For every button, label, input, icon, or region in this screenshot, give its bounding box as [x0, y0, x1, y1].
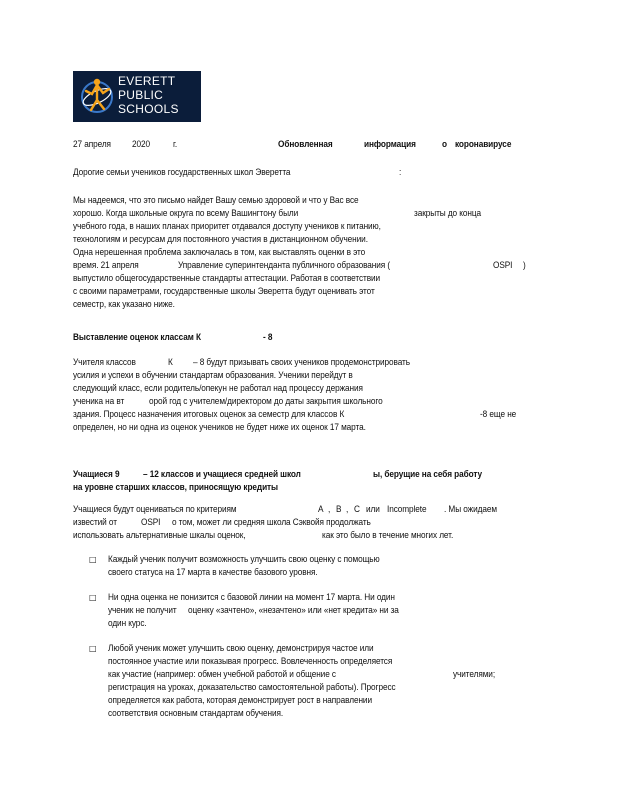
bullet-3-line-6: соответствия основным стандартам обучения. [108, 708, 284, 719]
section1-line-4a: ученика на вт [73, 396, 125, 407]
bullet-icon-1: □ [89, 555, 97, 564]
bullet-3-line-4: регистрация на уроках, доказательство самостоятельной работы). Прогресс [108, 682, 396, 693]
intro-line-2a: хорошо. Когда школьные округа по всему Вашингтону были [73, 208, 299, 219]
section2-title-d: на уровне старших классов, приносящую кредиты [73, 482, 278, 493]
section1-line-3: следующий класс, если родитель/опекун не работал над процессу держания [73, 383, 363, 394]
intro-line-2b: закрыты до конца [414, 208, 481, 219]
bullet-1-line-1: Каждый ученик получит возможность улучшить свою оценку с помощью [108, 554, 380, 565]
logo-word-1: EVERETT [118, 74, 176, 88]
section1-line-1b: К [168, 357, 173, 368]
section2-title-c: ы, берущие на себя работу [373, 469, 483, 480]
logo-word-2: PUBLIC [118, 88, 164, 102]
intro-line-6b: Управление суперинтенданта публичного образования ( [178, 260, 391, 271]
section2-title-a: Учащиеся 9 [73, 469, 120, 480]
heading-word-1: Обновленная [278, 139, 333, 150]
bullet-2-line-3: один курс. [108, 618, 147, 629]
intro-line-5: Одна нерешенная проблема заключалась в том, как выставлять оценки в это [73, 247, 366, 258]
section2-grade-c: C [354, 504, 360, 515]
intro-line-6c: OSPI [493, 260, 513, 271]
bullet-3-line-5: определяется как работа, которая демонстрирует рост в направлении [108, 695, 372, 706]
bullet-icon-2: □ [89, 593, 97, 602]
bullet-2-line-2a: ученик не получит [108, 605, 177, 616]
section1-title-a: Выставление оценок классам К [73, 332, 201, 343]
intro-line-3: учебного года, в наших планах приоритет отдавался доступу учеников к питанию, [73, 221, 381, 232]
section2-title-b: – 12 классов и учащиеся средней школ [143, 469, 301, 480]
date-suffix: г. [173, 139, 178, 150]
section2-line-1a: Учащиеся будут оцениваться по критериям [73, 504, 237, 515]
section1-line-1a: Учителя классов [73, 357, 136, 368]
section1-line-5b: -8 еще не [480, 409, 517, 420]
date-year: 2020 [132, 139, 151, 150]
heading-word-3: о [442, 139, 447, 150]
greeting-colon: : [399, 167, 402, 178]
section2-or: или [366, 504, 380, 515]
section1-line-1c: – 8 будут призывать своих учеников продемонстрировать [193, 357, 410, 368]
bullet-2-line-1: Ни одна оценка не понизится с базовой линии на момент 17 марта. Ни один [108, 592, 395, 603]
intro-line-6a: время. 21 апреля [73, 260, 139, 271]
section1-line-4b: орой год с учителем/директором до даты закрытия школьного [149, 396, 383, 407]
section1-line-5a: здания. Процесс назначения итоговых оценок за семестр для классов К [73, 409, 345, 420]
bullet-1-line-2: своего статуса на 17 марта в качестве базового уровня. [108, 567, 318, 578]
section1-title-b: - 8 [263, 332, 273, 343]
greeting: Дорогие семьи учеников государственных школ Эверетта [73, 167, 291, 178]
bullet-2-line-2b: оценку «зачтено», «незачтено» или «нет кредита» ни за [188, 605, 399, 616]
section2-incomplete: Incomplete [387, 504, 427, 515]
intro-line-7: выпустило общегосударственные стандарты аттестации. Работая в соответствии [73, 273, 381, 284]
intro-line-1: Мы надеемся, что это письмо найдет Вашу семью здоровой и что у Вас все [73, 195, 359, 206]
heading-word-2: информация [364, 139, 416, 150]
intro-line-8: с своими параметрами, государственные школы Эверетта будут оценивать этот [73, 286, 375, 297]
heading-word-4: коронавирусе [455, 139, 512, 150]
section2-grade-a: A [318, 504, 324, 515]
section2-grade-b: B [336, 504, 342, 515]
section2-line-3a: использовать альтернативные шкалы оценок, [73, 530, 246, 541]
section1-line-2: усилия и успехи в обучении стандартам образования. Ученики перейдут в [73, 370, 353, 381]
section1-line-6: определен, но ни одна из оценок учеников не будет ниже их оценок 17 марта. [73, 422, 366, 433]
section2-comma-1: , [328, 504, 331, 515]
section2-comma-2: , [346, 504, 349, 515]
logo-mark-icon [77, 74, 115, 119]
section2-line-3b: как это было в течение многих лет. [322, 530, 454, 541]
school-logo [73, 71, 201, 122]
bullet-3-line-3a: как участие (например: обмен учебной работой и общение с [108, 669, 336, 680]
intro-line-9: семестр, как указано ниже. [73, 299, 175, 310]
intro-line-4: технологиям и ресурсам для постоянного участия в дистанционном обучении. [73, 234, 368, 245]
bullet-3-line-3b: учителями; [453, 669, 496, 680]
bullet-icon-3: □ [89, 644, 97, 653]
intro-line-6d: ) [523, 260, 526, 271]
section2-line-2c: о том, может ли средняя школа Сэквойя продолжать [172, 517, 371, 528]
section2-ospi: OSPI [141, 517, 161, 528]
section2-line-1i: . Мы ожидаем [444, 504, 497, 515]
date-text: 27 апреля [73, 139, 111, 150]
section2-line-2a: известий от [73, 517, 117, 528]
logo-word-3: SCHOOLS [118, 102, 179, 116]
bullet-3-line-2: постоянное участие или показывая прогресс. Вовлеченность определяется [108, 656, 393, 667]
bullet-3-line-1: Любой ученик может улучшить свою оценку, демонстрируя частое или [108, 643, 374, 654]
